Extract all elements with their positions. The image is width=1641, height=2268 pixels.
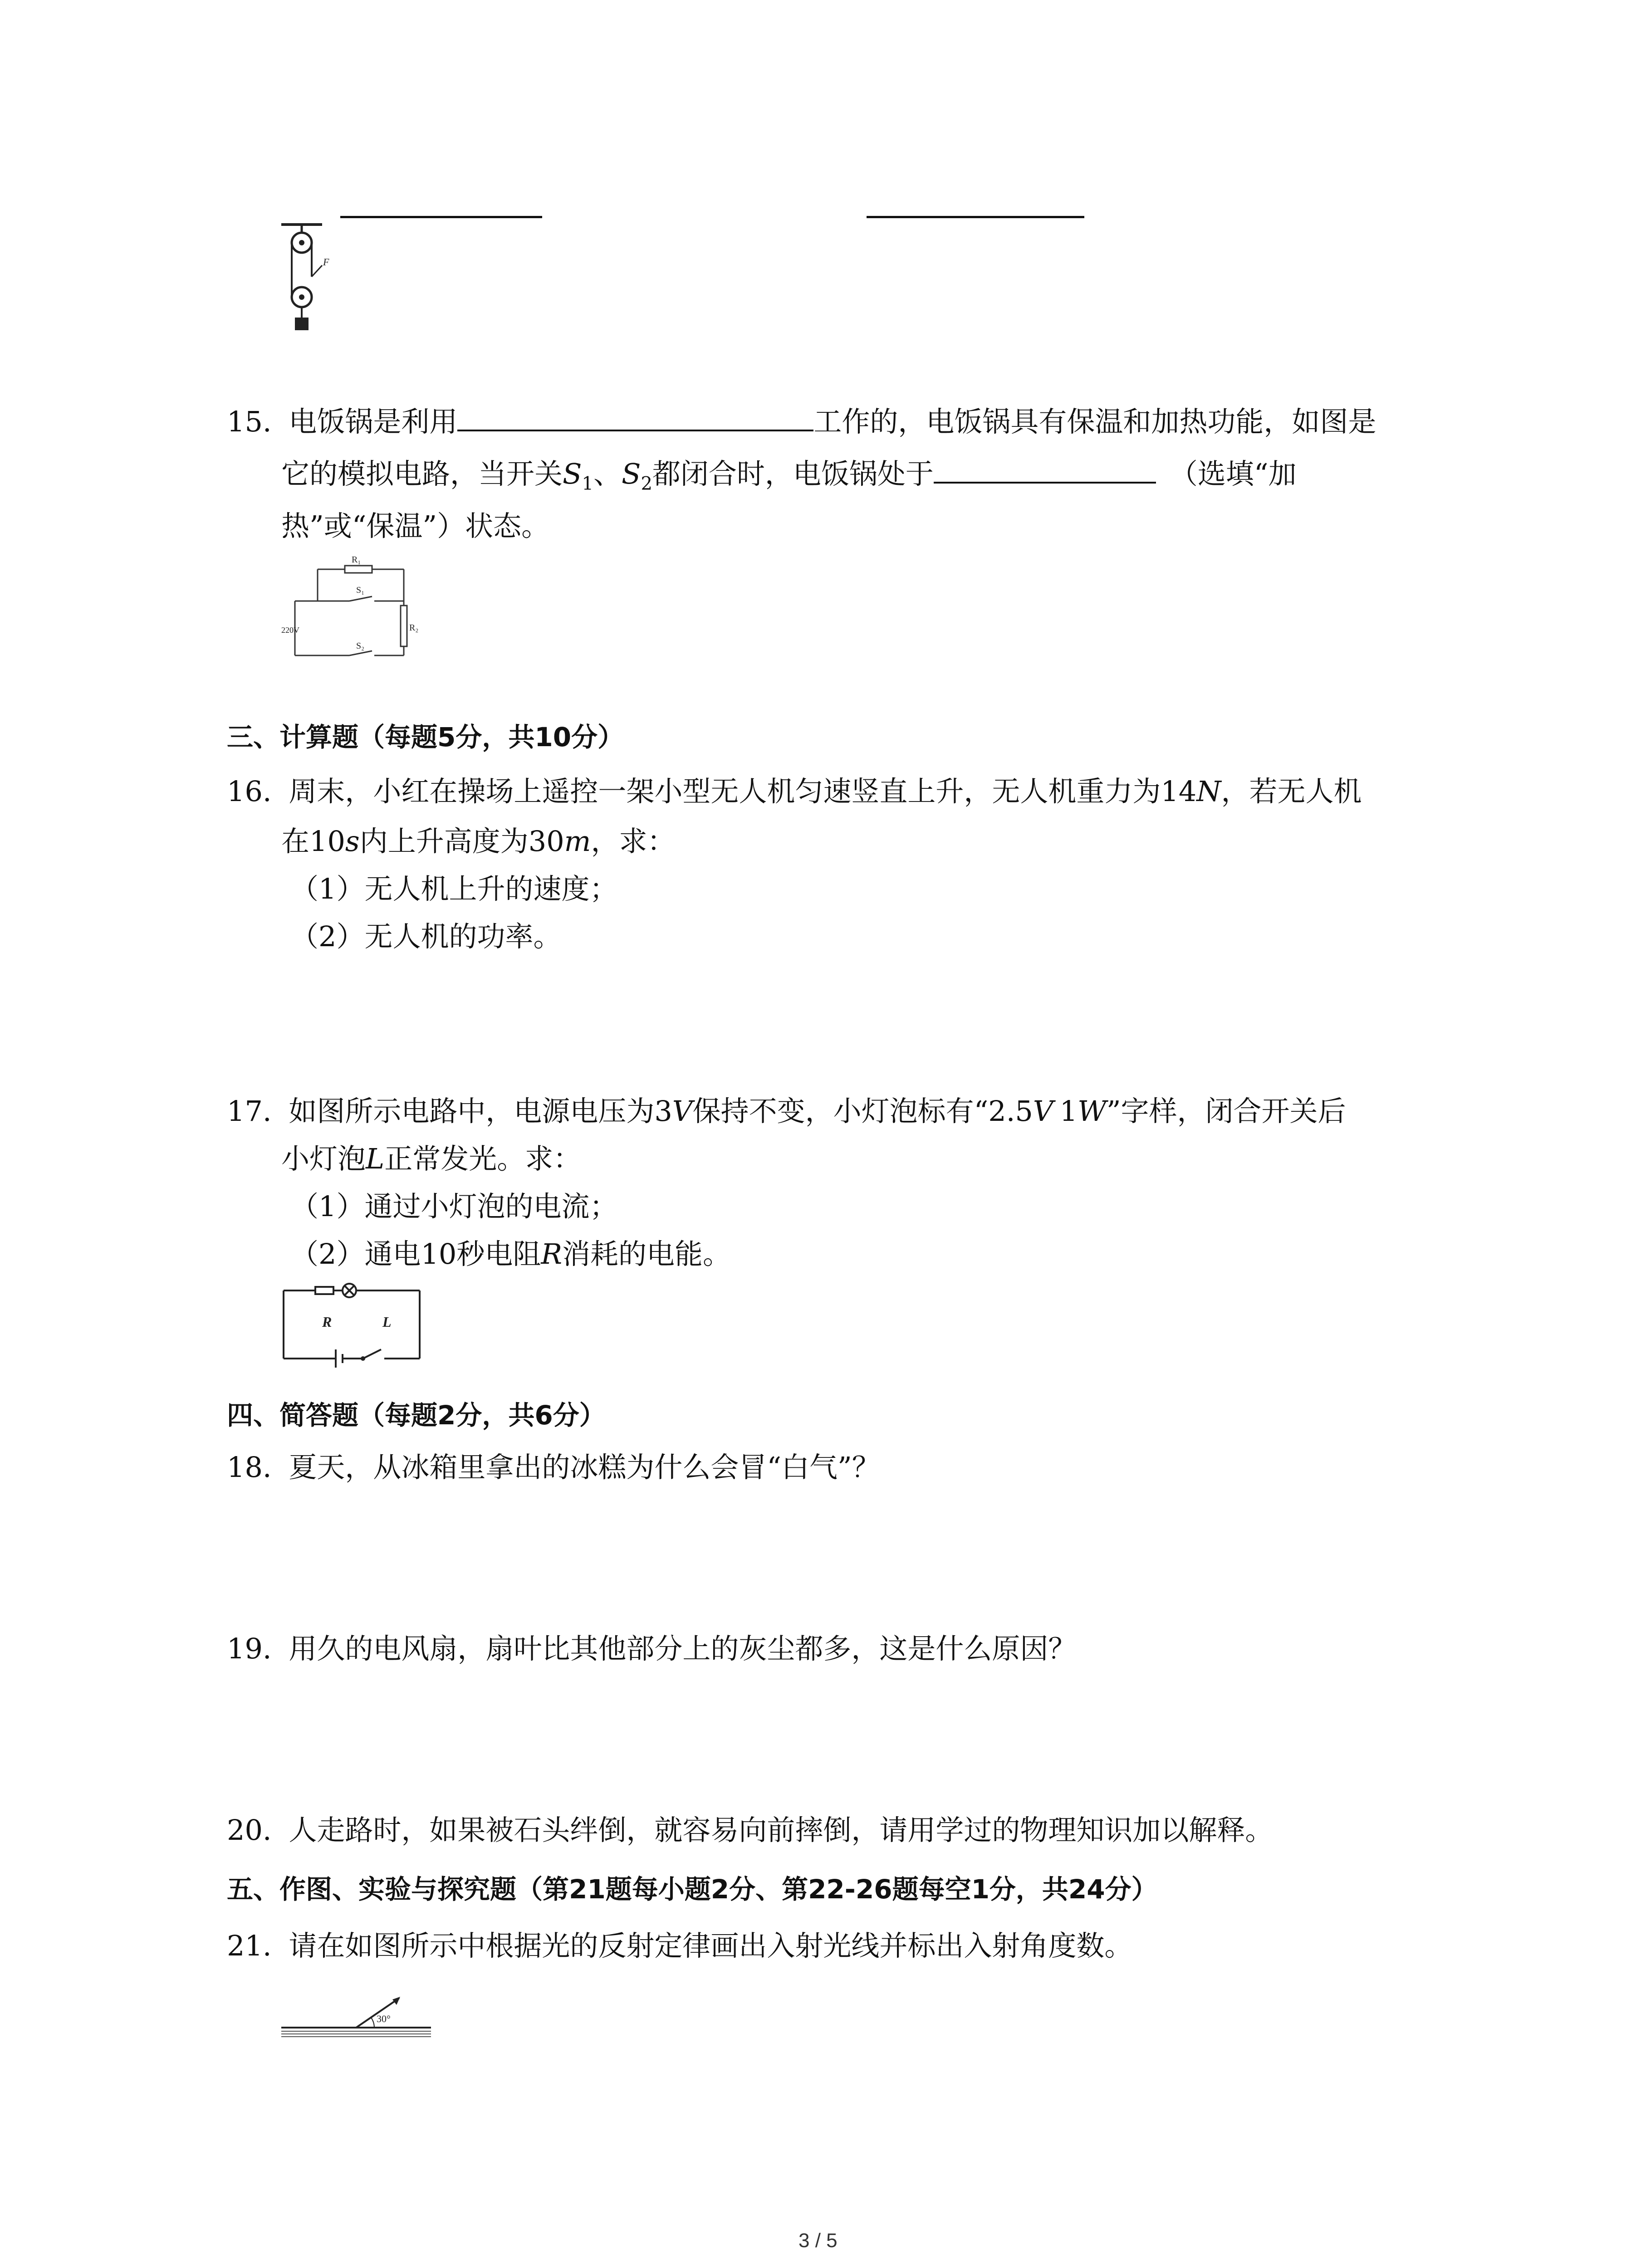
q16-height: 30 [528, 825, 564, 858]
lamp-circuit-label-r: R [322, 1314, 332, 1330]
q17-line1-b: 保持不变，小灯泡标有“ [692, 1095, 989, 1128]
section-3-heading: 三、计算题（每题5分，共10分） [227, 722, 624, 753]
q19-text: 用久的电风扇，扇叶比其他部分上的灰尘都多，这是什么原因？ [289, 1632, 1077, 1665]
q15-line2-a: 它的模拟电路，当开关 [281, 457, 563, 490]
q16-time-unit: s [345, 825, 360, 858]
q16-time: 10 [309, 825, 345, 858]
q16-line2-c: ，求： [591, 825, 676, 858]
q17-resistor: R [541, 1237, 563, 1271]
q17-sub2-b: 消耗的电能。 [562, 1237, 731, 1271]
q17-lamp: L [366, 1142, 385, 1175]
q17-voltage-unit: V [672, 1095, 693, 1128]
q21-text: 请在如图所示中根据光的反射定律画出入射光线并标出入射角度数。 [289, 1929, 1133, 1962]
pulley-figure [272, 218, 340, 340]
q16-number: 16. [227, 775, 272, 808]
question-17-line-2 [281, 1141, 581, 1177]
q16-line1-b: ，若无人机 [1221, 775, 1362, 808]
question-16-line-1 [227, 773, 1362, 810]
circuit-label-r2: R₂ [409, 623, 419, 633]
q17-sub-2 [290, 1236, 731, 1272]
circuit-label-s1: S₁ [356, 585, 365, 595]
q15-sep: 、 [593, 457, 622, 490]
q17-line1-a: 如图所示电路中，电源电压为 [289, 1095, 655, 1128]
q15-text-b: 工作的，电饭锅具有保温和加热功能，如图是 [813, 405, 1376, 438]
q20-number: 20. [227, 1813, 272, 1847]
q16-sub-2: （2）无人机的功率。 [290, 920, 562, 953]
q15-s2: S [621, 457, 641, 490]
question-20 [227, 1812, 1273, 1848]
question-16-line-2 [281, 823, 675, 860]
q15-s2-sub: 2 [641, 473, 652, 494]
q15-blank-2[interactable] [934, 456, 1156, 484]
question-15-line-1 [227, 404, 1376, 440]
q14-blank-2[interactable] [867, 191, 1084, 218]
q15-blank-1[interactable] [457, 404, 813, 431]
q15-line2-b: 都闭合时，电饭锅处于 [652, 457, 934, 490]
q17-rating-v: 2.5 [988, 1095, 1033, 1128]
q16-line2-a: 在 [281, 825, 310, 858]
question-15-line-3 [281, 508, 549, 544]
circuit-label-voltage: 220V [281, 626, 299, 635]
section-5-heading: 五、作图、实验与探究题（第21题每小题2分、第22-26题每空1分，共24分） [227, 1874, 1158, 1905]
lamp-circuit-label-l: L [382, 1314, 392, 1330]
question-19 [227, 1631, 1076, 1667]
q15-s1: S [563, 457, 582, 490]
q17-line2-a: 小灯泡 [281, 1142, 366, 1175]
q21-number: 21. [227, 1929, 272, 1962]
q16-line1-a: 周末，小红在操场上遥控一架小型无人机匀速竖直上升，无人机重力为 [289, 775, 1161, 808]
q17-line1-c: ”字样，闭合开关后 [1106, 1095, 1346, 1128]
q15-s1-sub: 1 [582, 473, 593, 494]
q17-rating-p-unit: W [1078, 1095, 1107, 1128]
q17-rating-v-unit: V [1033, 1095, 1053, 1128]
q16-height-unit: m [564, 825, 591, 858]
q16-sub-1: （1）无人机上升的速度； [290, 872, 618, 905]
q16-weight: 14 [1161, 775, 1197, 808]
question-17-line-1 [227, 1093, 1346, 1129]
question-15-line-2 [281, 456, 1297, 502]
q17-sub-1: （1）通过小灯泡的电流； [290, 1190, 618, 1223]
reflection-angle-label: 30° [377, 2013, 391, 2024]
q20-text: 人走路时，如果被石头绊倒，就容易向前摔倒，请用学过的物理知识加以解释。 [289, 1813, 1274, 1847]
q17-rating-p: 1 [1059, 1095, 1078, 1128]
q17-number: 17. [227, 1095, 272, 1128]
rice-cooker-circuit [281, 551, 445, 665]
svg-text:F: F [323, 256, 329, 268]
q15-text-a: 电饭锅是利用 [289, 405, 458, 438]
question-18 [227, 1449, 880, 1486]
page-number: 3 / 5 [798, 2229, 838, 2252]
reflection-figure[interactable] [281, 1982, 436, 2046]
circuit-label-s2: S₂ [356, 641, 365, 651]
q15-line3: 热”或“保温”）状态。 [281, 509, 550, 543]
q15-number: 15. [227, 405, 272, 438]
q14-blank-1[interactable] [340, 191, 542, 218]
q18-text: 夏天，从冰箱里拿出的冰糕为什么会冒“白气”？ [289, 1451, 880, 1484]
q17-sub2-a: （2）通电10秒电阻 [290, 1237, 541, 1271]
q16-weight-unit: N [1196, 775, 1221, 808]
lamp-circuit [279, 1281, 424, 1368]
question-21 [227, 1928, 1132, 1964]
q19-number: 19. [227, 1632, 272, 1665]
q16-line2-b: 内上升高度为 [359, 825, 529, 858]
section-4-heading: 四、简答题（每题2分，共6分） [227, 1400, 606, 1431]
q17-line2-b: 正常发光。求： [384, 1142, 582, 1175]
circuit-label-r1: R₁ [352, 555, 361, 565]
q15-line2-c: （选填“加 [1169, 457, 1297, 490]
q17-voltage: 3 [654, 1095, 672, 1128]
q18-number: 18. [227, 1451, 272, 1484]
